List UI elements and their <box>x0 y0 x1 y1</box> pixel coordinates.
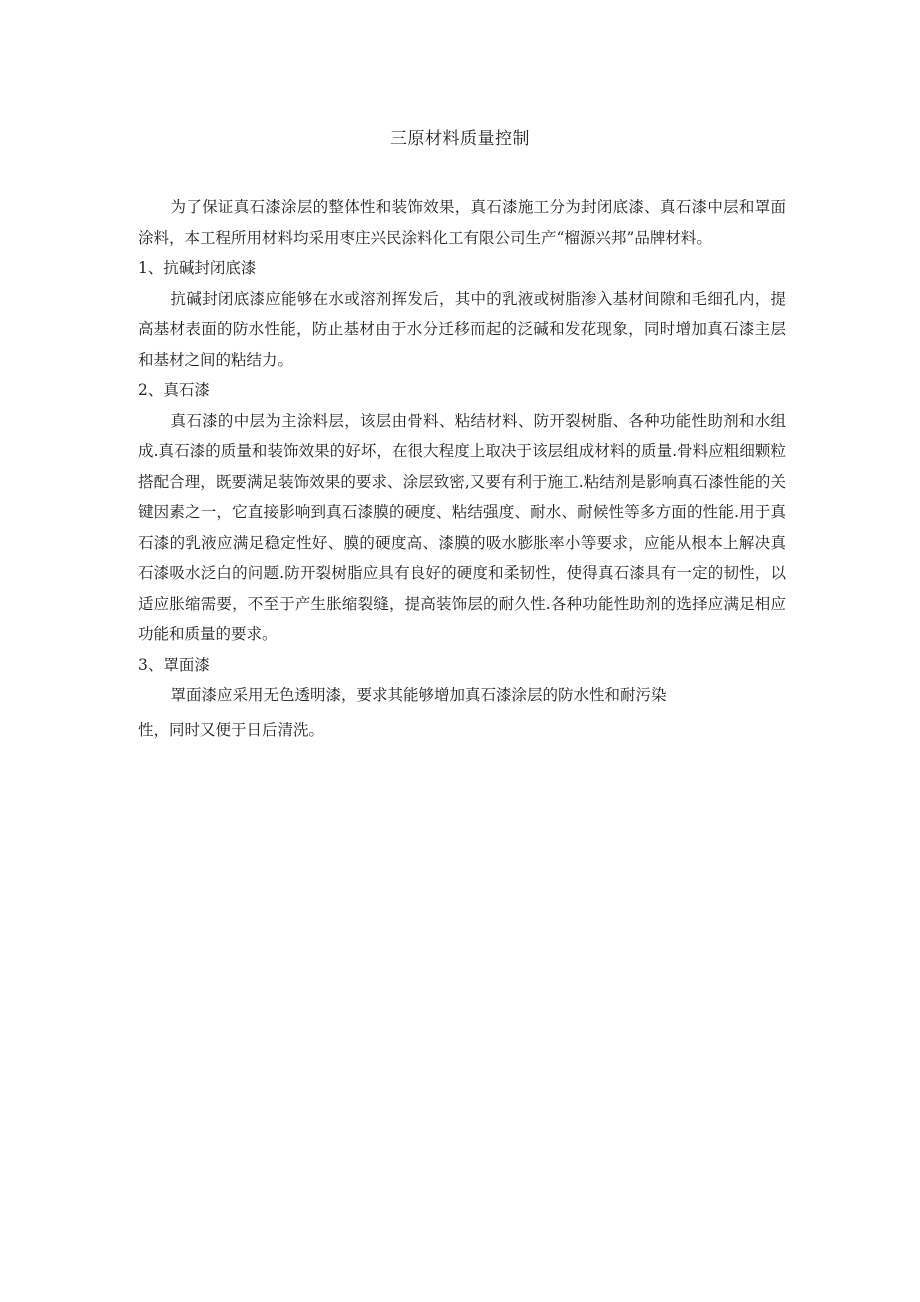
section-body-topcoat-line1: 罩面漆应采用无色透明漆，要求其能够增加真石漆涂层的防水性和耐污染 <box>170 686 667 704</box>
section-heading-topcoat: 3、罩面漆 <box>138 655 210 674</box>
section-heading-stone-paint: 2、真石漆 <box>138 381 210 399</box>
page-title: 三原材料质量控制 <box>390 129 530 149</box>
section-body-primer: 抗碱封闭底漆应能够在水或溶剂挥发后，其中的乳液或树脂渗入基材间隙和毛细孔内，提高基材表面的防水性能，防止基材由于水分迁移而起的泛碱和发花现象，同时增加真石漆主层和基材之间的粘结力。 <box>138 289 786 369</box>
section-heading-primer: 1、抗碱封闭底漆 <box>138 259 257 277</box>
document-body <box>138 192 786 745</box>
intro-paragraph: 为了保证真石漆涂层的整体性和装饰效果，真石漆施工分为封闭底漆、真石漆中层和罩面涂料，本工程所用材料均采用枣庄兴民涂料化工有限公司生产“榴源兴邦”品牌材料。 <box>138 198 786 247</box>
section-body-stone-paint: 真石漆的中层为主涂料层，该层由骨料、粘结材料、防开裂树脂、各种功能性助剂和水组成.真石漆的质量和装饰效果的好坏，在很大程度上取决于该层组成材料的质量.骨料应粗细颗粒搭配合理，既要满足装饰效果的要求、涂层致密,又要有利于施工.粘结剂是影响真石漆性能的关键因素之一，它直接影响到真石漆膜的硬度、粘结强度、耐水、耐候性等多方面的性能.用于真石漆的乳液应满足稳定性好、膜的硬度高、漆膜的吸水膨胀率小等要求，应能从根本上解决真石漆吸水泛白的问题.防开裂树脂应具有良好的硬度和柔韧性，使得真石漆具有一定的韧性，以适应胀缩需要，不至于产生胀缩裂缝，提高装饰层的耐久性.各种功能性助剂的选择应满足相应功能和质量的要求。 <box>138 411 786 643</box>
section-body-topcoat-line2: 性，同时又便于日后清洗。 <box>138 720 325 739</box>
